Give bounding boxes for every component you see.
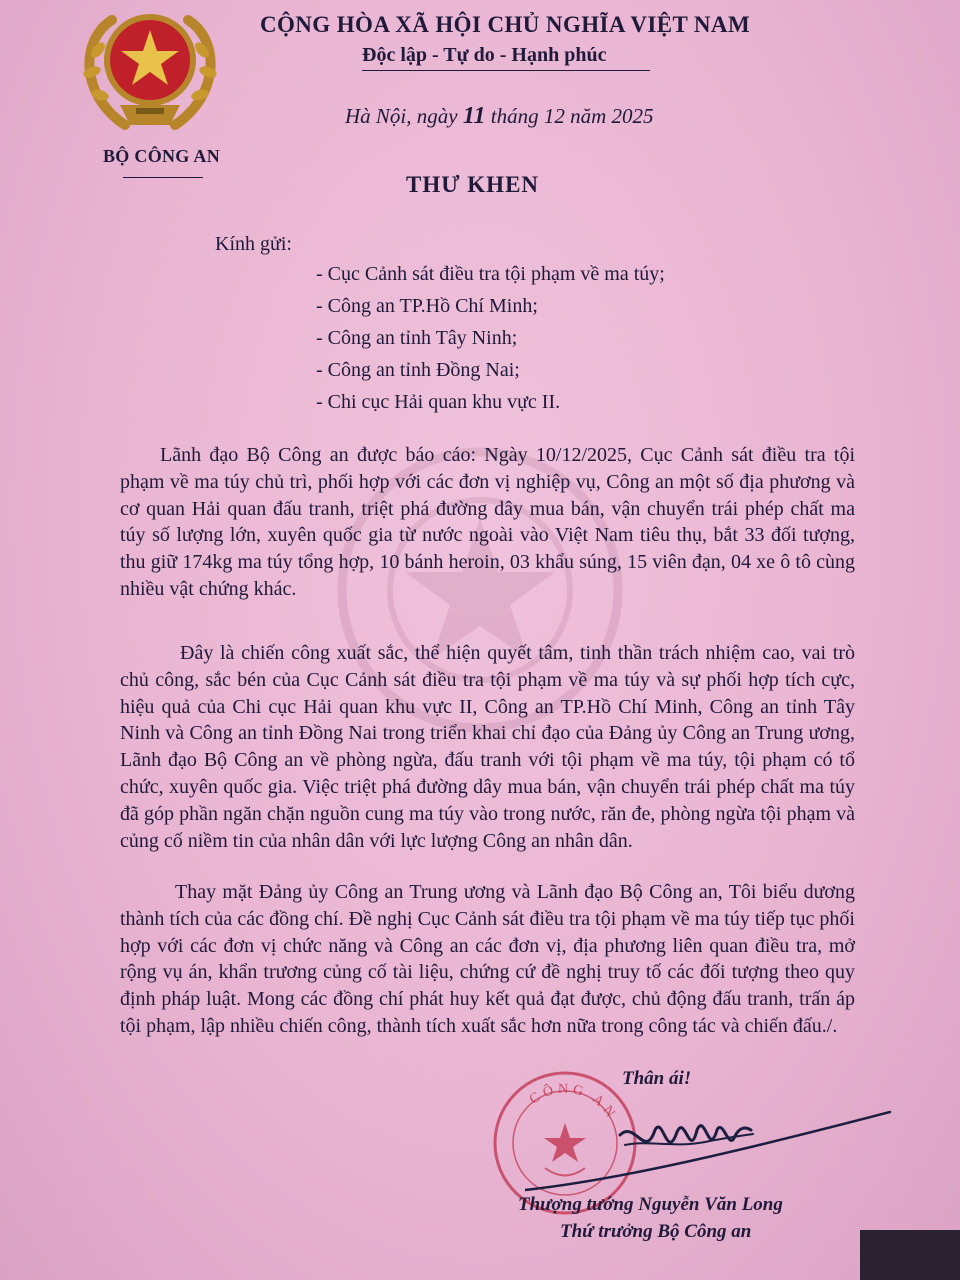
motto-underline (362, 70, 650, 71)
nation-heading: CỘNG HÒA XÃ HỘI CHỦ NGHĨA VIỆT NAM (260, 12, 751, 37)
date-line (345, 103, 654, 130)
body-paragraph-1: Lãnh đạo Bộ Công an được báo cáo: Ngày 10/12/2025, Cục Cảnh sát điều tra tội phạm về ma túy chủ trì, phối hợp với các đơn vị nghiệp vụ, Công an một số địa phương và cơ quan Hải quan đấu tranh, triệt phá đường dây mua bán, vận chuyển trái phép chất ma túy số lượng lớn, xuyên quốc gia từ nước ngoài vào Việt Nam tiêu thụ, bắt 33 đối tượng, thu giữ 174kg ma túy tổng hợp, 10 bánh heroin, 03 khẩu súng, 15 viên đạn, 04 xe ô tô cùng nhiều vật chứng khác. (120, 444, 855, 600)
signer-name: Thượng tướng Nguyễn Văn Long (518, 1194, 783, 1215)
closing-greeting: Thân ái! (622, 1068, 692, 1089)
body-paragraph-3: Thay mặt Đảng ủy Công an Trung ương và Lãnh đạo Bộ Công an, Tôi biểu dương thành tích của các đồng chí. Đề nghị Cục Cảnh sát điều tra tội phạm về ma túy tiếp tục phối hợp với các đơn vị chức năng và Công an các đơn vị, địa phương liên quan điều tra, mở rộng vụ án, khẩn trương củng cố tài liệu, chứng cứ đề nghị truy tố các đối tượng theo quy định pháp luật. Mong các đồng chí phát huy kết quả đạt được, chủ động đấu tranh, trấn áp tội phạm, lập nhiều chiến công, thành tích xuất sắc hơn nữa trong công tác và chiến đấu./. (120, 881, 855, 1037)
recipient-item: - Chi cục Hải quan khu vực II. (316, 391, 561, 413)
photo-edge-shadow (860, 1230, 960, 1280)
recipient-item: - Công an tỉnh Đồng Nai; (316, 359, 520, 381)
salutation: Kính gửi: (215, 233, 292, 255)
ministry-underline (123, 177, 203, 178)
date-day: 11 (462, 103, 486, 129)
recipient-item: - Công an TP.Hồ Chí Minh; (316, 295, 538, 317)
national-motto: Độc lập - Tự do - Hạnh phúc (362, 44, 607, 66)
recipient-item: - Công an tỉnh Tây Ninh; (316, 327, 518, 349)
recipient-item: - Cục Cảnh sát điều tra tội phạm về ma túy; (316, 263, 665, 285)
body-paragraph-2: Đây là chiến công xuất sắc, thể hiện quyết tâm, tinh thần trách nhiệm cao, vai trò chủ công, sắc bén của Cục Cảnh sát điều tra tội phạm về ma túy và sự phối hợp tích cực, hiệu quả của Chi cục Hải quan khu vực II, Công an TP.Hồ Chí Minh, Công an tỉnh Tây Ninh và Công an tỉnh Đồng Nai trong triển khai chỉ đạo của Đảng ủy Công an Trung ương, Lãnh đạo Bộ Công an về phòng ngừa, đấu tranh với tội phạm về ma túy, tội phạm có tổ chức, xuyên quốc gia. Việc triệt phá đường dây mua bán, vận chuyển trái phép chất ma túy đã góp phần ngăn chặn nguồn cung ma túy vào trong nước, răn đe, phòng ngừa tội phạm và củng cố niềm tin của nhân dân với lực lượng Công an nhân dân. (120, 642, 855, 852)
seal-text: CÔNG AN (527, 1081, 620, 1124)
document-title: THƯ KHEN (406, 172, 540, 197)
handwritten-signature (525, 1100, 895, 1195)
signer-title: Thứ trưởng Bộ Công an (560, 1221, 752, 1242)
ministry-name: BỘ CÔNG AN (103, 146, 221, 166)
date-suffix: tháng 12 năm 2025 (490, 104, 654, 128)
police-emblem-icon (70, 0, 230, 135)
recipient-list (316, 258, 665, 418)
date-prefix: Hà Nội, ngày (345, 104, 458, 128)
